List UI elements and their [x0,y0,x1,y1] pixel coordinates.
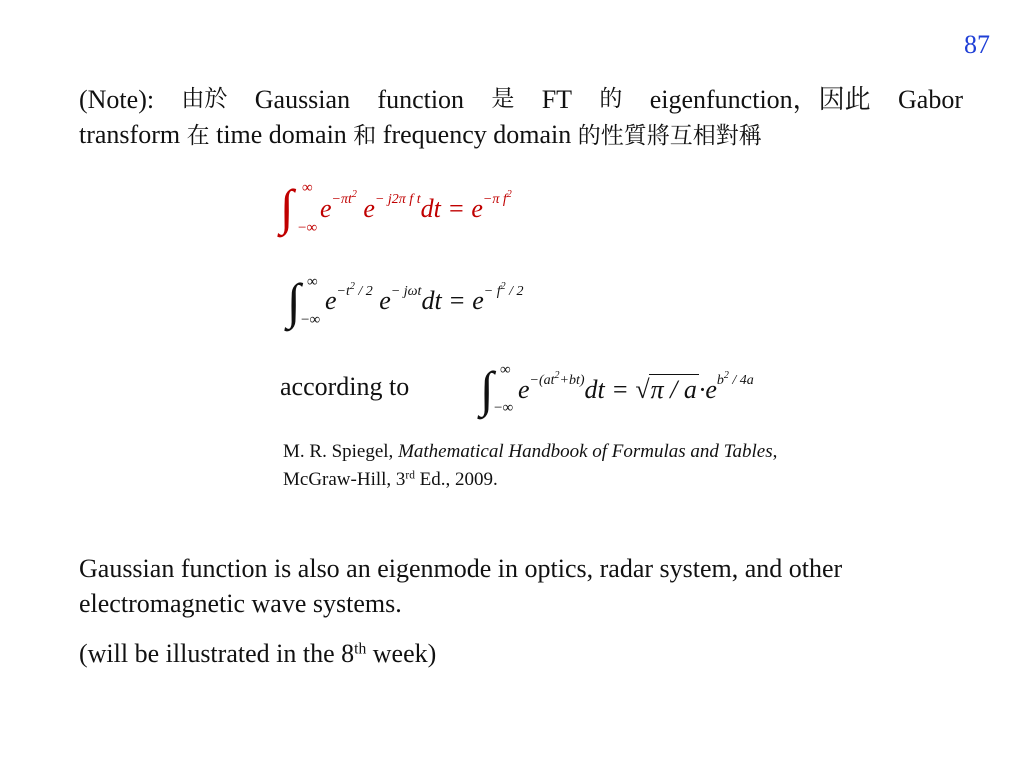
note-word: 的 [599,86,623,112]
note-word: FT [541,85,573,114]
exponent [483,281,524,299]
equation-general-gaussian-integral [480,362,810,422]
note-line-1 [79,82,963,117]
base-e: ·e [698,375,717,404]
exponent-text: +bt) [559,373,585,388]
upper-limit: ∞ [307,274,318,290]
equation-body [325,281,524,316]
exponent-power: 2 [723,370,729,381]
note-line-2 [79,117,963,154]
note-text: (will be illustrated in the 8 [79,639,355,668]
exponent-text: / 2 [505,284,524,299]
according-to-label: according to [280,372,410,401]
exponent [331,189,357,207]
integral-sign: ∫ [480,361,494,417]
base-e: e [320,194,332,223]
reference-ordinal: rd [405,469,415,482]
note-text: transform [79,120,187,149]
exponent-text: / 2 [354,284,373,299]
exponent-text: b [716,373,724,388]
exponent [375,192,421,207]
note-word: 是 [491,86,515,112]
exponent [529,370,585,388]
eigenmode-paragraph: Gaussian function is also an eigenmode in optics, radar system, and other electromagnetic wave systems. [79,554,843,618]
exponent-text: − f [483,284,501,299]
note-text: 的性質將互相對稱 [577,123,762,149]
integral-sign: ∫ [287,273,301,329]
exponent-power: 2 [506,189,512,200]
page-number: 87 [964,30,990,59]
exponent-power: 2 [554,370,560,381]
integral-sign: ∫ [280,179,294,235]
note-label: (Note): [79,85,155,114]
note-text: week) [366,639,437,668]
reference-author: M. R. Spiegel, [283,441,399,462]
note-text: 在 [186,123,210,149]
exponent [482,189,512,207]
equation-body [518,370,754,405]
base-e: e [325,286,337,315]
exponent-text: −π f [482,192,507,207]
ordinal-suffix: th [354,640,367,658]
bottom-text [79,551,979,671]
exponent-power: 2 [500,281,506,292]
exponent [336,281,373,299]
base-e: e [372,286,391,315]
note-text: time domain [209,120,354,149]
equation-rhs: dt = e [420,194,483,223]
note-text: frequency domain [376,120,578,149]
equation-body [320,189,512,224]
base-e: e [356,194,375,223]
exponent-power: 2 [349,281,355,292]
lower-limit: −∞ [494,400,514,416]
upper-limit: ∞ [302,180,313,196]
reference-publisher: McGraw-Hill, 3 [283,469,406,490]
exponent-text: − j2π f t [374,192,421,207]
exponent-power: 2 [351,189,357,200]
upper-limit: ∞ [500,362,511,378]
reference-line-1 [283,438,777,466]
sqrt-symbol: √ [635,375,650,404]
note-paragraph [79,82,963,154]
reference-edition: Ed., 2009. [414,469,498,490]
exponent [716,370,754,388]
sqrt-radicand: π / a [650,375,697,404]
note-text: 和 [353,123,377,149]
reference-punct: , [772,441,778,462]
exponent-text: −πt [331,192,352,207]
equation-gaussian-omega [287,274,587,334]
note-word: function [377,85,465,114]
exponent [391,284,422,299]
note-word: eigenfunction，因此 [649,85,871,114]
exponent-text: −t [336,284,350,299]
equation-rhs: dt = e [421,286,484,315]
note-word: 由於 [181,86,228,112]
reference-citation [283,438,777,494]
note-word: Gabor [898,85,963,114]
note-word: Gaussian [254,85,351,114]
exponent-text: − jωt [390,284,422,299]
equation-rhs: dt = [584,375,636,404]
lower-limit: −∞ [298,220,318,236]
base-e: e [518,375,530,404]
lower-limit: −∞ [301,312,321,328]
exponent-text: / 4a [728,373,754,388]
equation-gaussian-ft [280,180,580,240]
exponent-text: −(at [529,373,555,388]
reference-title: Mathematical Handbook of Formulas and Tables [398,441,773,462]
illustration-note [79,636,979,671]
reference-line-2 [283,466,777,494]
